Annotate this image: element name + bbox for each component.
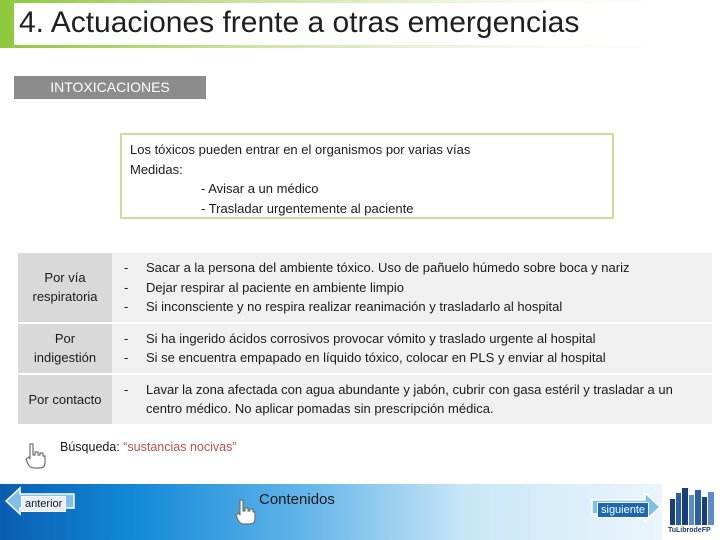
list-item [122, 297, 702, 317]
dash-bullet: - [124, 381, 129, 397]
row-header-line: Por contacto [28, 391, 102, 407]
row-header-line: respiratoria [32, 289, 98, 305]
row-header-line: Por vía [44, 270, 86, 286]
search-value[interactable]: “sustancias nocivas” [123, 440, 237, 454]
dash-bullet: - [124, 299, 129, 314]
info-line: - Avisar a un médico [201, 181, 319, 196]
contents-link[interactable]: Contenidos [259, 491, 335, 508]
measures-table [18, 253, 712, 426]
section-label: INTOXICACIONES [14, 76, 206, 99]
search-label: Búsqueda: [60, 440, 120, 454]
hand-pointer-icon[interactable] [234, 498, 258, 526]
list-item [122, 348, 702, 368]
row-body [112, 324, 712, 373]
list-item-text: Sacar a la persona del ambiente tóxico. Uso de pañuelo húmedo sobre boca y nariz [146, 260, 630, 275]
row-header [18, 375, 112, 424]
row-header-line: Por [54, 331, 76, 346]
row-header [18, 253, 112, 322]
list-item-text: Si se encuentra empapado en líquido tóxico, colocar en PLS y enviar al hospital [146, 350, 606, 365]
previous-button[interactable]: anterior [21, 496, 66, 512]
page-title: 4. Actuaciones frente a otras emergencias [19, 6, 580, 39]
list-item-text: Si inconsciente y no respira realizar reanimación y trasladarlo al hospital [146, 299, 563, 314]
info-line: Los tóxicos pueden entrar en el organismos por varias vías [130, 142, 471, 157]
table-row-respiratoria [18, 253, 712, 324]
next-button[interactable]: siguiente [597, 502, 649, 518]
list-item [122, 278, 702, 298]
table-row-indigestion [18, 324, 712, 375]
list-item-text: Dejar respirar al paciente en ambiente limpio [146, 279, 404, 295]
title-bar [0, 0, 662, 48]
info-line: - Trasladar urgentemente al paciente [201, 200, 414, 216]
dash-bullet: - [124, 260, 129, 275]
list-item-text: Si ha ingerido ácidos corrosivos provocar vómito y traslado urgente al hospital [146, 330, 596, 346]
list-item [122, 380, 702, 419]
row-body [112, 375, 712, 424]
dash-bullet: - [124, 330, 129, 346]
logo-text: TuLibrodeFP [668, 527, 711, 534]
list-item [122, 258, 702, 278]
list-item [122, 329, 702, 349]
dash-bullet: - [124, 279, 129, 295]
row-header [18, 324, 112, 373]
hand-pointer-icon[interactable] [24, 442, 48, 470]
info-line: Medidas: [130, 161, 183, 177]
table-row-contacto [18, 375, 712, 426]
info-box [120, 133, 614, 219]
row-header-line: indigestión [33, 350, 97, 365]
search-hint [60, 440, 237, 454]
row-body [112, 253, 712, 322]
list-item-text: Lavar la zona afectada con agua abundante y jabón, cubrir con gasa estéril y trasladar a un centro médico. No aplicar pomadas sin prescripción médica. [146, 381, 673, 416]
dash-bullet: - [124, 350, 129, 365]
